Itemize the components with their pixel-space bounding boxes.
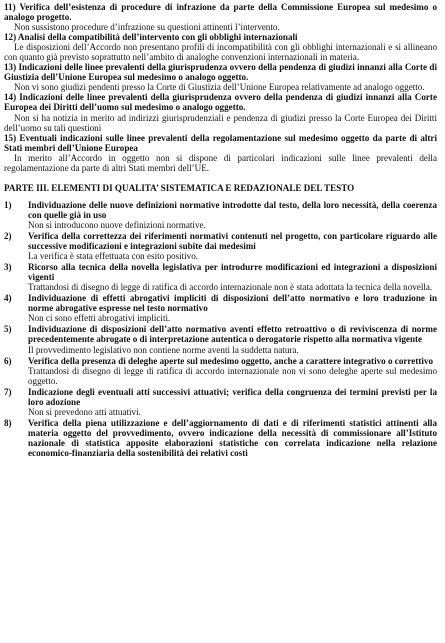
part3-item-7: [4, 387, 437, 417]
part3-item-3: [4, 262, 437, 292]
item-text: Il provvedimento legislativo non contiene norme aventi la suddetta natura.: [28, 344, 299, 355]
item-number: 8): [4, 417, 12, 428]
item-heading: Individuazione delle nuove definizioni normative introdotte dal testo, della loro necessità, della coerenza con quelle già in uso: [28, 199, 437, 220]
item-text: In merito all’Accordo in oggetto non si dispone di particolari indicazioni sulle linee prevalenti della regolamentazione da parte di altri Stati membri dell’UE.: [4, 152, 437, 173]
item-text: Trattandosi di disegno di legge di ratifica di accordo internazionale non è stata adottata la tecnica della novella.: [28, 282, 433, 293]
item-heading: Eventuali indicazioni sulle linee prevalenti della regolamentazione sul medesimo oggetto da parte di altri Stati membri dell’Unione Europea: [4, 132, 437, 153]
item-number: 13): [4, 62, 17, 73]
item-heading: Analisi della compatibilità dell’intervento con gli obblighi internazionali: [16, 32, 298, 43]
item-number: 6): [4, 355, 12, 366]
part2-item-13: [4, 62, 437, 92]
item-heading: Verifica della correttezza dei riferimenti normativi contenuti nel progetto, con particolare riguardo alle successive modificazioni e integrazioni subite dai medesimi: [28, 230, 437, 252]
part-3-list: [4, 200, 437, 458]
item-number: 12): [4, 32, 17, 43]
item-text: Le disposizioni dell’Accordo non presentano profili di incompatibilità con gli obblighi internazionali e si allineano con quanto già previsto soprattutto nell’ambito di analoghe convenzioni internazionali in materia.: [4, 42, 437, 63]
item-number: 14): [4, 92, 17, 103]
item-text: Non si introducono nuove definizioni normative.: [28, 219, 206, 230]
item-heading: Indicazioni delle linee prevalenti della giurisprudenza ovvero della pendenza di giudizi innanzi alla Corte Europea dei Diritti dell’uomo sul medesimo o analogo oggetto.: [4, 92, 437, 113]
part3-item-5: [4, 324, 437, 354]
item-heading: Verifica dell’esistenza di procedure di infrazione da parte della Commissione Europea sul medesimo o analogo progetto.: [4, 2, 437, 23]
item-number: 3): [4, 262, 12, 273]
item-text: Trattandosi di disegno di legge di ratifica di accordo internazionale non vi sono deleghe aperte sul medesimo oggetto.: [28, 365, 437, 386]
part3-item-2: [4, 231, 437, 261]
item-heading: Individuazione di effetti abrogativi impliciti di disposizioni dell’atto normativo e loro traduzione in norme abrogative espresse nel testo normativo: [28, 293, 437, 314]
item-heading: Individuazione di disposizioni dell’atto normativo aventi effetto retroattivo o di reviviscenza di norme precedentemente abrogate o di interpretazione autentica o derogatorie rispetto alla normativa vigente: [28, 324, 437, 345]
part2-item-15: [4, 133, 437, 173]
item-heading: Indicazioni delle linee prevalenti della giurisprudenza ovvero della pendenza di giudizi innanzi alla Corte di Giustizia dell’Unione Europea sul medesimo o analogo oggetto.: [4, 62, 437, 83]
part2-item-11: [4, 2, 437, 32]
part3-item-1: [4, 200, 437, 230]
item-heading: Ricorso alla tecnica della novella legislativa per introdurre modificazioni ed integrazioni a disposizioni vigenti: [28, 262, 437, 283]
item-text: Non si ha notizia in merito ad indirizzi giurisprudenziali e pendenza di giudizi presso la Corte Europea dei Diritti dell’uomo su tali questioni: [4, 112, 437, 133]
item-number: 4): [4, 293, 12, 304]
item-number: 15): [4, 132, 17, 143]
item-number: 7): [4, 386, 12, 397]
item-number: 11): [4, 2, 16, 12]
item-text: Non sussistono procedure d’infrazione su questioni attinenti l’intervento.: [14, 22, 280, 33]
part3-item-8: [4, 418, 437, 458]
part-2-continuation: [4, 2, 437, 173]
part3-item-6: [4, 356, 437, 386]
item-number: 1): [4, 199, 12, 210]
item-number: 5): [4, 324, 12, 335]
item-text: La verifica è stata effettuata con esito positivo.: [28, 251, 199, 262]
item-text: Non vi sono giudizi pendenti presso la Corte di Giustizia dell’Unione Europea relativamente ad analogo oggetto.: [14, 82, 425, 93]
part-3-title: PARTE III. ELEMENTI DI QUALITA’ SISTEMATICA E REDAZIONALE DEL TESTO: [4, 182, 355, 193]
part2-item-14: [4, 92, 437, 132]
item-text: Non si prevedono atti attuativi.: [28, 406, 141, 417]
item-heading: Verifica della piena utilizzazione e dell’aggiornamento di dati e di riferimenti statistici attinenti alla materia oggetto del provvedimento, ovvero indicazione della necessità di commissionare all’Istituto nazionale di statistica apposite elaborazioni statistiche con correlata indicazione nella relazione economico-finanziaria della sostenibilità dei relativi costi: [28, 417, 437, 458]
item-number: 2): [4, 230, 12, 241]
item-heading: Verifica della presenza di deleghe aperte sul medesimo oggetto, anche a carattere integrativo o correttivo: [28, 355, 433, 366]
part3-item-4: [4, 293, 437, 323]
item-heading: Indicazione degli eventuali atti successivi attuativi; verifica della congruenza dei termini previsti per la loro adozione: [28, 386, 437, 407]
part2-item-12: [4, 32, 437, 62]
item-text: Non ci sono effetti abrogativi impliciti.: [28, 313, 171, 324]
